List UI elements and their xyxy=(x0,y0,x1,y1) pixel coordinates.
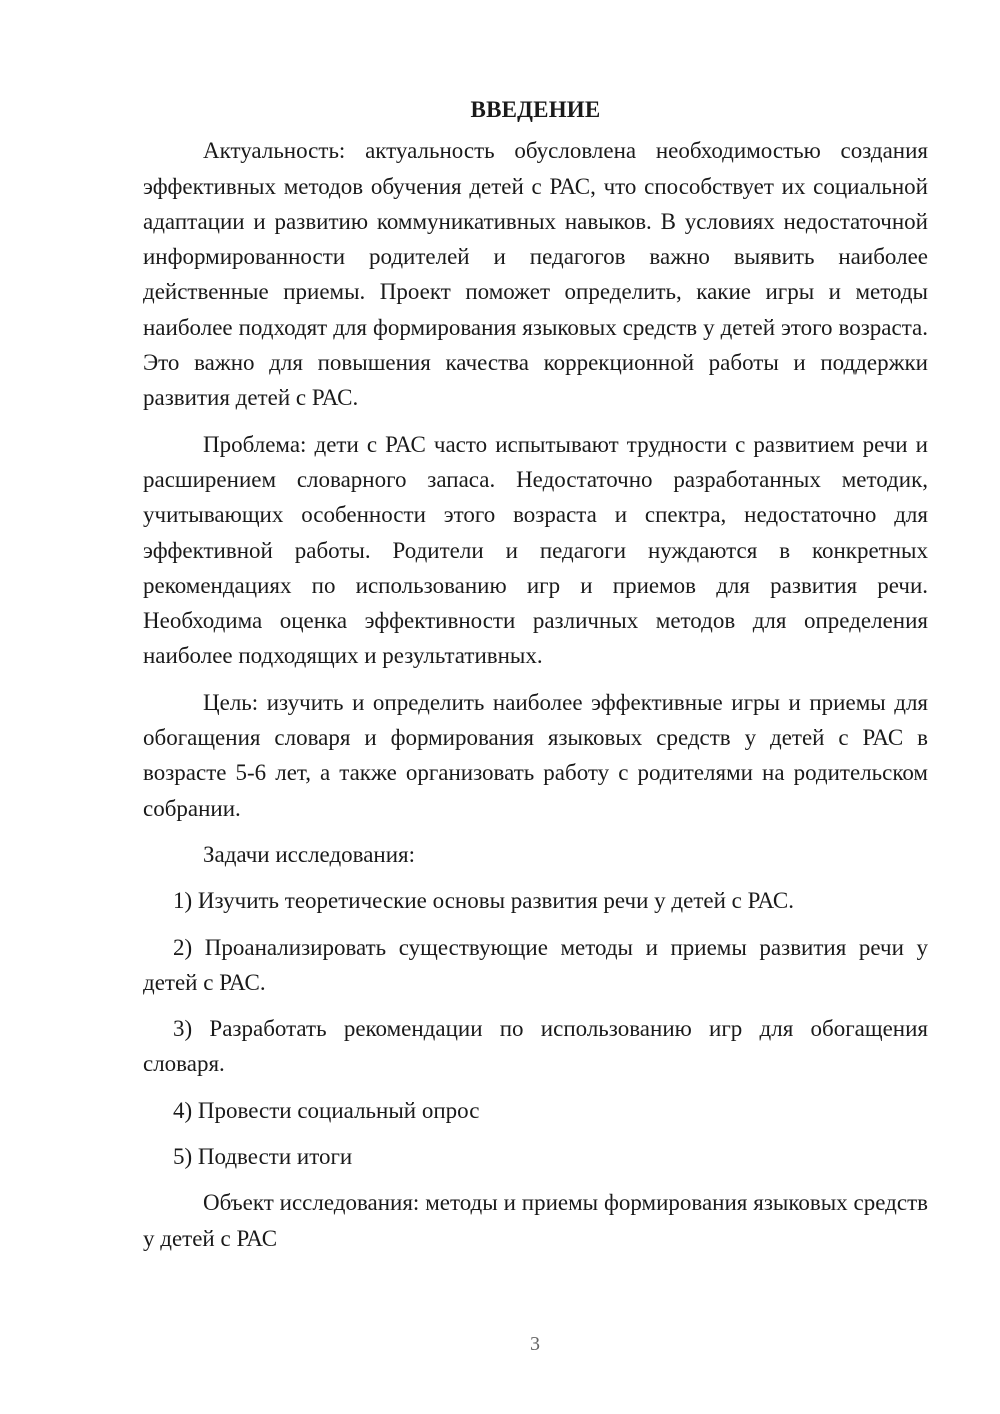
goal-paragraph: Цель: изучить и определить наиболее эффективные игры и приемы для обогащения словаря и формирования языковых средств у детей с РАС в возрасте 5-6 лет, а также организовать работу с родителями на родительском собрании. xyxy=(143,689,928,821)
task-item-2: 2) Проанализировать существующие методы и приемы развития речи у детей с РАС. xyxy=(143,934,928,995)
task-item-4: 4) Провести социальный опрос xyxy=(173,1097,480,1123)
relevance-paragraph: Актуальность: актуальность обусловлена необходимостью создания эффективных методов обучения детей с РАС, что способствует их социальной адаптации и развитию коммуникативных навыков. В условиях недостаточной информированности родителей и педагогов важно выявить наиболее действенные приемы. Проект поможет определить, какие игры и методы наиболее подходят для формирования языковых средств у детей этого возраста. Это важно для повышения качества коррекционной работы и поддержки развития детей с РАС. xyxy=(143,138,928,411)
task-item-1: 1) Изучить теоретические основы развития речи у детей с РАС. xyxy=(173,888,795,914)
tasks-heading: Задачи исследования: xyxy=(203,841,416,867)
document-page xyxy=(143,92,928,1267)
page-number: 3 xyxy=(530,1333,540,1355)
object-paragraph: Объект исследования: методы и приемы формирования языковых средств у детей с РАС xyxy=(143,1190,928,1251)
task-item-3: 3) Разработать рекомендации по использованию игр для обогащения словаря. xyxy=(143,1016,928,1077)
problem-paragraph: Проблема: дети с РАС часто испытывают трудности с развитием речи и расширением словарного запаса. Недостаточно разработанных методик, учитывающих особенности этого возраста и спектра, недостаточно для эффективной работы. Родители и педагоги нуждаются в конкретных рекомендациях по использованию игр и приемов для развития речи. Необходима оценка эффективности различных методов для определения наиболее подходящих и результативных. xyxy=(143,431,928,669)
task-item-5: 5) Подвести итоги xyxy=(173,1144,353,1170)
section-title: ВВЕДЕНИЕ xyxy=(470,97,601,122)
